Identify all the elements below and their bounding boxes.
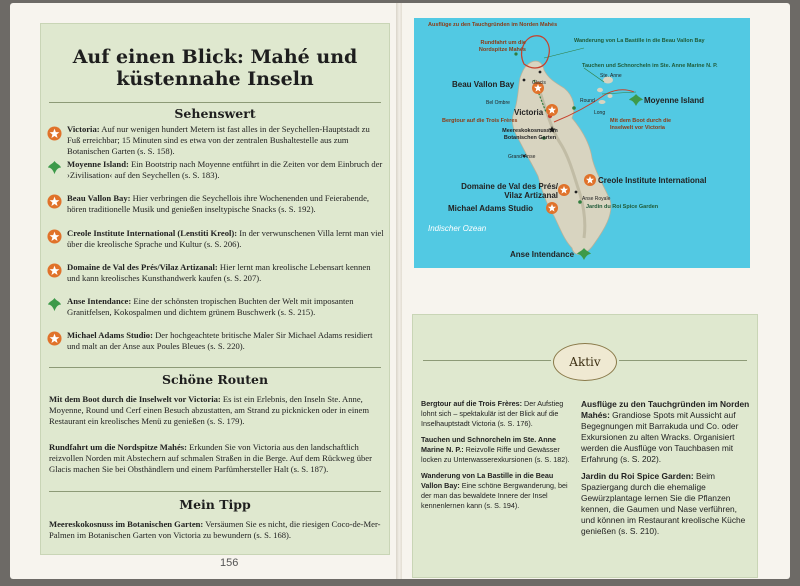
map-label-michael-adams: Michael Adams Studio <box>448 204 534 213</box>
overview-panel <box>40 23 390 555</box>
section-heading-tipp: Mein Tipp <box>179 497 251 512</box>
map-label-kokos: Meereskokosnuss im Botanischen Garten <box>502 128 558 141</box>
map-label-glacis: Glacis <box>532 80 546 86</box>
map-label-ste-anne: Ste. Anne <box>600 73 622 79</box>
page-number: 156 <box>220 557 239 569</box>
map-label-rundfahrt: Rundfahrt um die Nordspitze Mahés <box>478 40 526 53</box>
aktiv-left-column <box>421 399 573 517</box>
long-island-shape <box>599 100 606 104</box>
aktiv-item: Tauchen und Schnorcheln im Ste. Anne Marine N. P.: Reizvolle Riffe und Gewässer locken zu Unterwasserexkursionen (s. S. 182). <box>421 435 570 464</box>
leaf-icon <box>47 297 62 312</box>
map-label-beau-vallon: Beau Vallon Bay <box>452 80 515 89</box>
list-item-beau-vallon: Beau Vallon Bay: Hier verbringen die Seychellois ihre Wochenenden und Feierabende, hören traditionelle Musik und genießen inseltypische Snacks (s. S. 192). <box>67 193 370 214</box>
list-item-victoria: Victoria: Auf nur wenigen hundert Metern ist fast alles in der Seychellen-Hauptstadt zu Fuß erreichbar; 15 Minuten sind es etwa von der zentralen Bushaltestelle aus zum Botanischen Garten (s. S. 158). <box>67 124 370 156</box>
moyenne-island-shape <box>597 88 603 92</box>
star-icon <box>47 194 62 209</box>
aktiv-item: Jardin du Roi Spice Garden: Beim Spaziergang durch die ehemalige Gewürzplantage lernen Sie die Pflanzen kennen, die Gaumen und Nase verführen, und können im Restaurant kreolische Küche genießen (s. S. 210). <box>581 471 746 536</box>
map-label-jardin: Jardin du Roi Spice Garden <box>586 204 659 210</box>
divider <box>49 367 381 368</box>
divider <box>49 102 381 103</box>
map-label-boot: Mit dem Boot durch die Inselwelt vor Victoria <box>610 118 672 131</box>
place-dot <box>539 71 542 74</box>
map-label-anse-royale: Anse Royale <box>582 196 611 202</box>
map-label-bergtour: Bergtour auf die Trois Frères <box>442 118 518 124</box>
page-title-line2: küstennahe Inseln <box>116 68 314 90</box>
map-label-anse-intendance: Anse Intendance <box>510 250 575 259</box>
aktiv-item: Wanderung von La Bastille in die Beau Vallon Bay: Eine schöne Bergwanderung, bei der man das bewaldete Innere der Insel kennenlernen kann (s. S. 194). <box>421 471 568 510</box>
map-label-victoria: Victoria <box>514 108 544 117</box>
aktiv-badge: Aktiv <box>553 343 617 381</box>
place-dot <box>523 79 526 82</box>
place-dot <box>575 191 578 194</box>
aktiv-item: Ausflüge zu den Tauchgründen im Norden Mahés: Grandiose Spots mit Aussicht auf Begegnungen mit Barrakuda und Co. oder Exkursionen zu alten Wracks. Organisiert werden die Ausflüge von Tauchbasen mit Erfahrung (s. S. 202). <box>581 399 750 464</box>
tip-item-meereskokosnuss: Meereskokosnuss im Botanischen Garten: Versäumen Sie es nicht, die riesigen Coco-de-Mer-Palmen im Botanischen Garten von Victoria zu bewundern (s. S. 168). <box>49 519 381 540</box>
map-label-moyenne: Moyenne Island <box>644 96 705 105</box>
leaf-icon <box>629 94 643 106</box>
star-icon <box>47 229 62 244</box>
star-icon <box>558 184 570 196</box>
map-label-bel-ombre: Bel Ombre <box>486 100 510 106</box>
list-item-creole-institute: Creole Institute International (Lenstiti Kreol): In der verwunschenen Villa lernt man viel über die kreolische Sprache und Kultur (s. S. 206). <box>67 228 384 249</box>
round-island-shape <box>608 94 613 98</box>
star-icon <box>584 174 596 186</box>
map-label-grand-anse: Grand' Anse <box>508 154 536 160</box>
map-label-bastille: Wanderung von La Bastille in die Beau Vallon Bay <box>574 38 705 44</box>
map-label-sea: Indischer Ozean <box>428 224 487 233</box>
route-item-rundfahrt: Rundfahrt um die Nordspitze Mahés: Erkunden Sie von Victoria aus den landschaftlich reizvollen Norden mit Abstechern auf schmalen Straßen in die Berge. Auf dem Rückweg über Glacis machen Sie bei Obsthändlern und einem Parfümhersteller Halt (s. S. 187). <box>49 442 372 474</box>
aktiv-right-column <box>581 399 751 543</box>
left-page <box>10 3 398 579</box>
map-label-long: Long <box>594 110 606 116</box>
divider <box>619 360 747 361</box>
map-label-ausfluege: Ausflüge zu den Tauchgründen im Norden Mahés <box>428 22 558 28</box>
page-title-line1: Auf einen Blick: Mahé und <box>72 46 358 68</box>
section-heading-routen: Schöne Routen <box>161 372 269 387</box>
list-item-moyenne: Moyenne Island: Ein Bootstrip nach Moyenne entführt in die Zeiten vor dem Einbruch der ›Zivilisation‹ auf den Seychellen (s. S. 183). <box>67 159 383 180</box>
list-item-anse-intendance: Anse Intendance: Eine der schönsten tropischen Buchten der Welt mit imposanten Granitfelsen, Kokospalmen und dichtem grünem Buschwerk (s. S. 215). <box>67 296 354 317</box>
aktiv-panel <box>412 314 758 578</box>
leaf-icon <box>47 160 62 175</box>
star-icon <box>47 331 62 346</box>
list-item-domaine: Domaine de Val des Prés/Vilaz Artizanal: Hier lernt man kreolische Lebensart kennen und kann kreolisches Kunsthandwerk kaufen (s. S. 207). <box>67 262 371 283</box>
star-icon <box>47 126 62 141</box>
map-label-creole: Creole Institute International <box>598 176 707 185</box>
map-label-domaine: Domaine de Val des Prés/ Vilaz Artizanal <box>461 182 558 200</box>
route-item-boot: Mit dem Boot durch die Inselwelt vor Victoria: Es ist ein Erlebnis, den Inseln Ste. Anne, Moyenne, Round und Cerf einen Besuch abzustatten, am Strand zu picknicken oder in einem Restaurant ein kreolisches Menü zu genießen (s. S. 179). <box>49 394 370 426</box>
star-icon <box>546 104 558 116</box>
divider <box>423 360 551 361</box>
map-label-tauchen: Tauchen und Schnorcheln im Ste. Anne Marine N. P. <box>582 63 718 69</box>
star-icon <box>47 263 62 278</box>
list-item-michael-adams: Michael Adams Studio: Der hochgeachtete britische Maler Sir Michael Adams residiert und malt an der Anse aux Poules Bleues (s. S. 220). <box>67 330 373 351</box>
divider <box>49 491 381 492</box>
star-icon <box>546 202 558 214</box>
map-label-round: Round <box>580 98 595 104</box>
mahe-map <box>414 18 750 268</box>
aktiv-item: Bergtour auf die Trois Frères: Der Aufstieg lohnt sich – spektakulär ist der Blick auf die Inselhauptstadt Victoria (s. S. 176). <box>421 399 564 428</box>
place-dot <box>572 106 576 110</box>
leader-line <box>544 48 584 58</box>
section-heading-sehenswert: Sehenswert <box>174 106 256 121</box>
